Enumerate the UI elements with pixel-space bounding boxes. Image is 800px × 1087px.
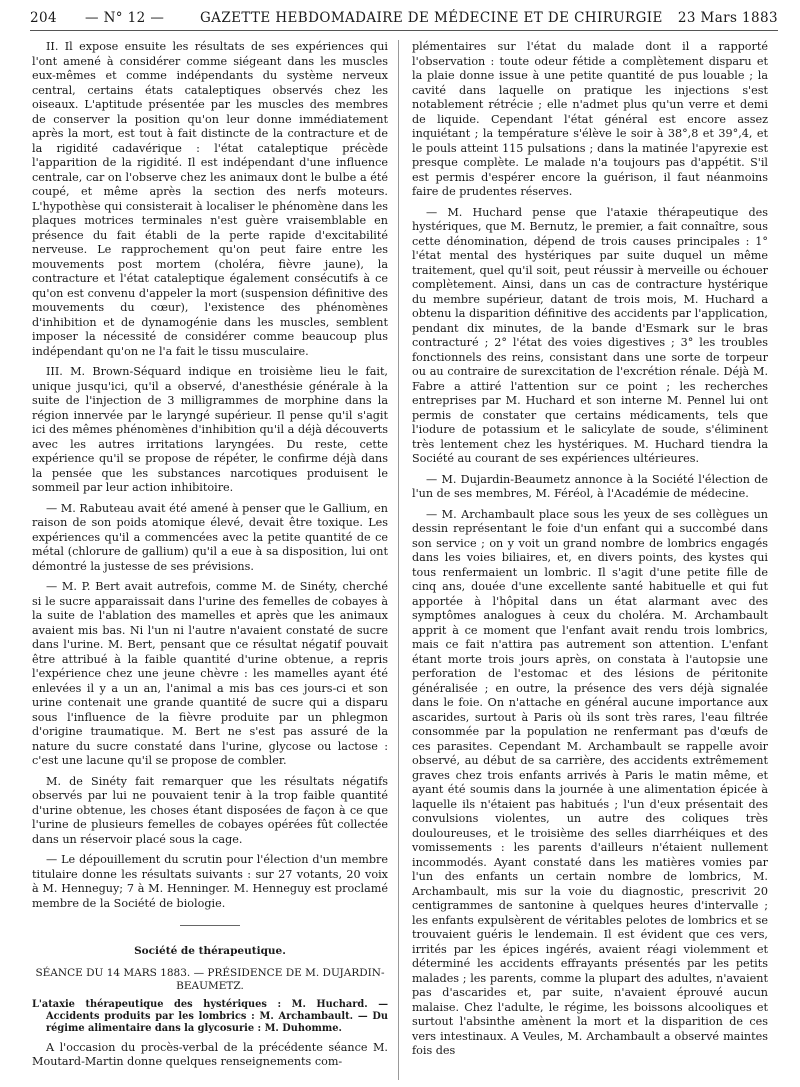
paragraph: — M. P. Bert avait autrefois, comme M. de Sinéty, cherché si le sucre apparaissait dans l'urine des femelles de cobayes à la suite de l'ablation des mamelles et après que les animaux avaient mis bas. Ni l'un ni l'autre n'avaient constaté de sucre dans l'urine. M. Bert, pensant que ce résultat négatif pouvait être attribué à la faible quantité d'urine obtenue, a repris l'expérience chez une jeune chèvre : les mamelles ayant été enlevées il y a un an, l'animal a mis bas ces jours-ci et son urine contenait une grande quantité de sucre qui a disparu sous l'influence de la fièvre produite par un phlegmon d'origine traumatique. M. Bert ne s'est pas assuré de la nature du sucre constaté dans l'urine, glycose ou lactose : c'est une lacune qu'il se propose de combler. — [32, 580, 388, 767]
page-number: 204 — [30, 10, 57, 26]
issue-date: 23 Mars 1883 — [677, 10, 778, 26]
journal-title: GAZETTE HEBDOMADAIRE DE MÉDECINE ET DE CHIRURGIE — [200, 10, 663, 26]
section-separator — [180, 925, 240, 926]
paragraph: — M. Archambault place sous les yeux de ses collègues un dessin représentant le foie d'un enfant qui a succombé dans son service ; on y voit un grand nombre de lombrics engagés dans les voies biliaires, et, en divers points, des kystes qui tous renfermaient un lombric. Il s'agit d'une petite fille de cinq ans, douée d'une excellente santé habituelle et qui fut apportée à l'hôpital dans un état alarmant avec des symptômes analogues à ceux du choléra. M. Archambault apprit à ce moment que l'enfant avait rendu trois lombrics, mais ce fait n'attira pas autrement son attention. L'enfant étant morte trois jours après, on constata à l'autopsie une perforation de l'estomac et des lésions de péritonite généralisée ; en outre, la présence des vers déjà signalée dans le foie. On n'attache en général aucune importance aux ascarides, surtout à Paris où ils sont très rares, l'eau filtrée consommée par la population ne renfermant pas d'œufs de ces parasites. Cependant M. Archambault se rappelle avoir observé, au début de sa carrière, des accidents extrêmement graves chez trois enfants arrivés à Paris le matin même, et ayant été soumis dans la journée à une alimentation épicée à laquelle ils n'étaient pas habitués ; l'un d'eux présentait des convulsions violentes, un autre des coliques très douloureuses, et le troisième des selles diarrhéiques et des vomissements : les parents d'ailleurs n'étaient nullement incommodés. Ayant constaté dans les matières vomies par l'un des enfants un certain nombre de lombrics, M. Archambault, mis sur la voie du diagnostic, prescrivit 20 centigrammes de santonine à quelques heures d'intervalle ; les enfants expulsèrent de véritables pelotes de lombrics et se trouvaient guéris le lendemain. Il est évident que ces vers, irrités par les épices ingérés, avaient réagi violemment et déterminé les accidents effrayants présentés par les petits malades ; les parents, comme la plupart des adultes, n'avaient pas d'ascarides et, par suite, n'avaient éprouvé aucun malaise. Chez l'adulte, le régime, les boissons alcooliques et surtout l'absinthe amènent la mort et la disparition de ces vers intestinaux. A Veules, M. Archambault a observé maintes fois des — [412, 507, 768, 1057]
paragraph: — M. Dujardin-Beaumetz annonce à la Société l'élection de l'un de ses membres, M. Féréol, à l'Académie de médecine. — [412, 472, 768, 500]
paragraph: plémentaires sur l'état du malade dont il a rapporté l'observation : toute odeur fétide a complètement disparu et la plaie donne issue à une petite quantité de pus louable ; la cavité dans laquelle on pratique les injections s'est notablement rétrécie ; elle n'admet plus qu'un verre et demi de liquide. Cependant l'état général est encore assez inquiétant ; la température s'élève le soir à 38°,8 et 39°,4, et le pouls atteint 115 pulsations ; dans la matinée l'apyrexie est presque complète. Le malade n'a toujours pas d'appétit. S'il est permis d'espérer encore la guérison, il faut néanmoins faire de prudentes réserves. — [412, 40, 768, 198]
paragraph: M. de Sinéty fait remarquer que les résultats négatifs observés par lui ne pouvaient tenir à la trop faible quantité d'urine obtenue, les choses étant disposées de façon à ce que l'urine de plusieurs femelles de cobayes opérées fût collectée dans un réservoir placé sous la cage. — [32, 774, 388, 846]
paragraph: — M. Rabuteau avait été amené à penser que le Gallium, en raison de son poids atomique élevé, devait être toxique. Les expériences qu'il a commencées avec la petite quantité de ce métal (chlorure de gallium) qu'il a eue à sa disposition, lui ont démontré la justesse de ses prévisions. — [32, 501, 388, 573]
paragraph: III. M. Brown-Séquard indique en troisième lieu le fait, unique jusqu'ici, qu'il a observé, d'anesthésie générale à la suite de l'injection de 3 milligrammes de morphine dans la région innervée par le laryngé supérieur. Il pense qu'il s'agit ici des mêmes phénomènes d'inhibition qu'il a déjà découverts avec les autres irritations laryngées. Du reste, cette expérience qu'il se propose de répéter, le confirme déjà dans la pensée que les substances narcotiques produisent le sommeil par leur action inhibitoire. — [32, 365, 388, 494]
left-column — [32, 40, 388, 1070]
paragraph: — M. Huchard pense que l'ataxie thérapeutique des hystériques, que M. Bernutz, le premier, a fait connaître, sous cette dénomination, dépend de trois causes principales : 1° l'état mental des hystériques par suite duquel un même traitement, quel qu'il soit, peut réussir à merveille ou échouer complètement. Ainsi, dans un cas de contracture hystérique du membre supérieur, datant de trois mois, M. Huchard a obtenu la disparition définitive des accidents par l'application, pendant dix minutes, de la bande d'Esmark sur le bras contracturé ; 2° l'état des voies digestives ; 3° les troubles fonctionnels des reins, consistant dans une sorte de torpeur ou au contraire de surexcitation de l'excrétion rénale. Déjà M. Fabre a attiré l'attention sur ce point ; les recherches entreprises par M. Huchard et son interne M. Pennel lui ont permis de constater que certains médicaments, tels que l'iodure de potassium et le salicylate de soude, s'éliminent très lentement chez les hystériques. M. Huchard tiendra la Société au courant de ses expériences ultérieures. — [412, 205, 768, 465]
issue-number: — N° 12 — — [85, 10, 165, 26]
seance-heading: SÉANCE DU 14 MARS 1883. — PRÉSIDENCE DE M. DUJARDIN-BEAUMETZ. — [35, 966, 385, 992]
column-divider — [398, 40, 399, 1080]
header-rule — [30, 30, 778, 31]
right-column — [412, 40, 768, 1059]
paragraph: — Le dépouillement du scrutin pour l'élection d'un membre titulaire donne les résultats suivants : sur 27 votants, 20 voix à M. Henneguy; 7 à M. Henninger. M. Henneguy est proclamé membre de la Société de biologie. — [32, 853, 388, 910]
paragraph: A l'occasion du procès-verbal de la précédente séance M. Moutard-Martin donne quelques renseignements com- — [32, 1040, 388, 1068]
section-title: Société de thérapeutique. — [134, 945, 286, 957]
running-header — [30, 8, 778, 30]
session-summary: L'ataxie thérapeutique des hystériques : M. Huchard. — Accidents produits par les lombrics : M. Archambault. — Du régime alimentaire dans la glycosurie : M. Duhomme. — [32, 998, 388, 1034]
paragraph: II. Il expose ensuite les résultats de ses expériences qui l'ont amené à considérer comme siégeant dans les muscles eux-mêmes et comme indépendants du système nerveux central, certains états cataleptiques observés chez les oiseaux. L'aptitude présentée par les muscles des membres de conserver la position qu'on leur donne immédiatement après la mort, est tout à fait distincte de la contracture et de la rigidité cadavérique : l'état cataleptique précède l'apparition de la rigidité. Il est indépendant d'une influence centrale, car on l'observe chez les animaux dont le bulbe a été coupé, et même après la section des nerfs moteurs. L'hypothèse qui consisterait à localiser le phénomène dans les plaques motrices terminales n'est guère vraisemblable en présence du fait établi de la perte rapide d'excitabilité nerveuse. Le rapprochement qu'on peut faire entre les mouvements post mortem (choléra, fièvre jaune), la contracture et l'état cataleptique également consécutifs à ce qu'on est convenu d'appeler la mort (suspension définitive des mouvements du cœur), l'existence des phénomènes d'inhibition et de dynamogénie dans les muscles, semblent imposer la nécessité de considérer comme beaucoup plus indépendant qu'on ne l'a fait le tissu musculaire. — [32, 40, 388, 358]
